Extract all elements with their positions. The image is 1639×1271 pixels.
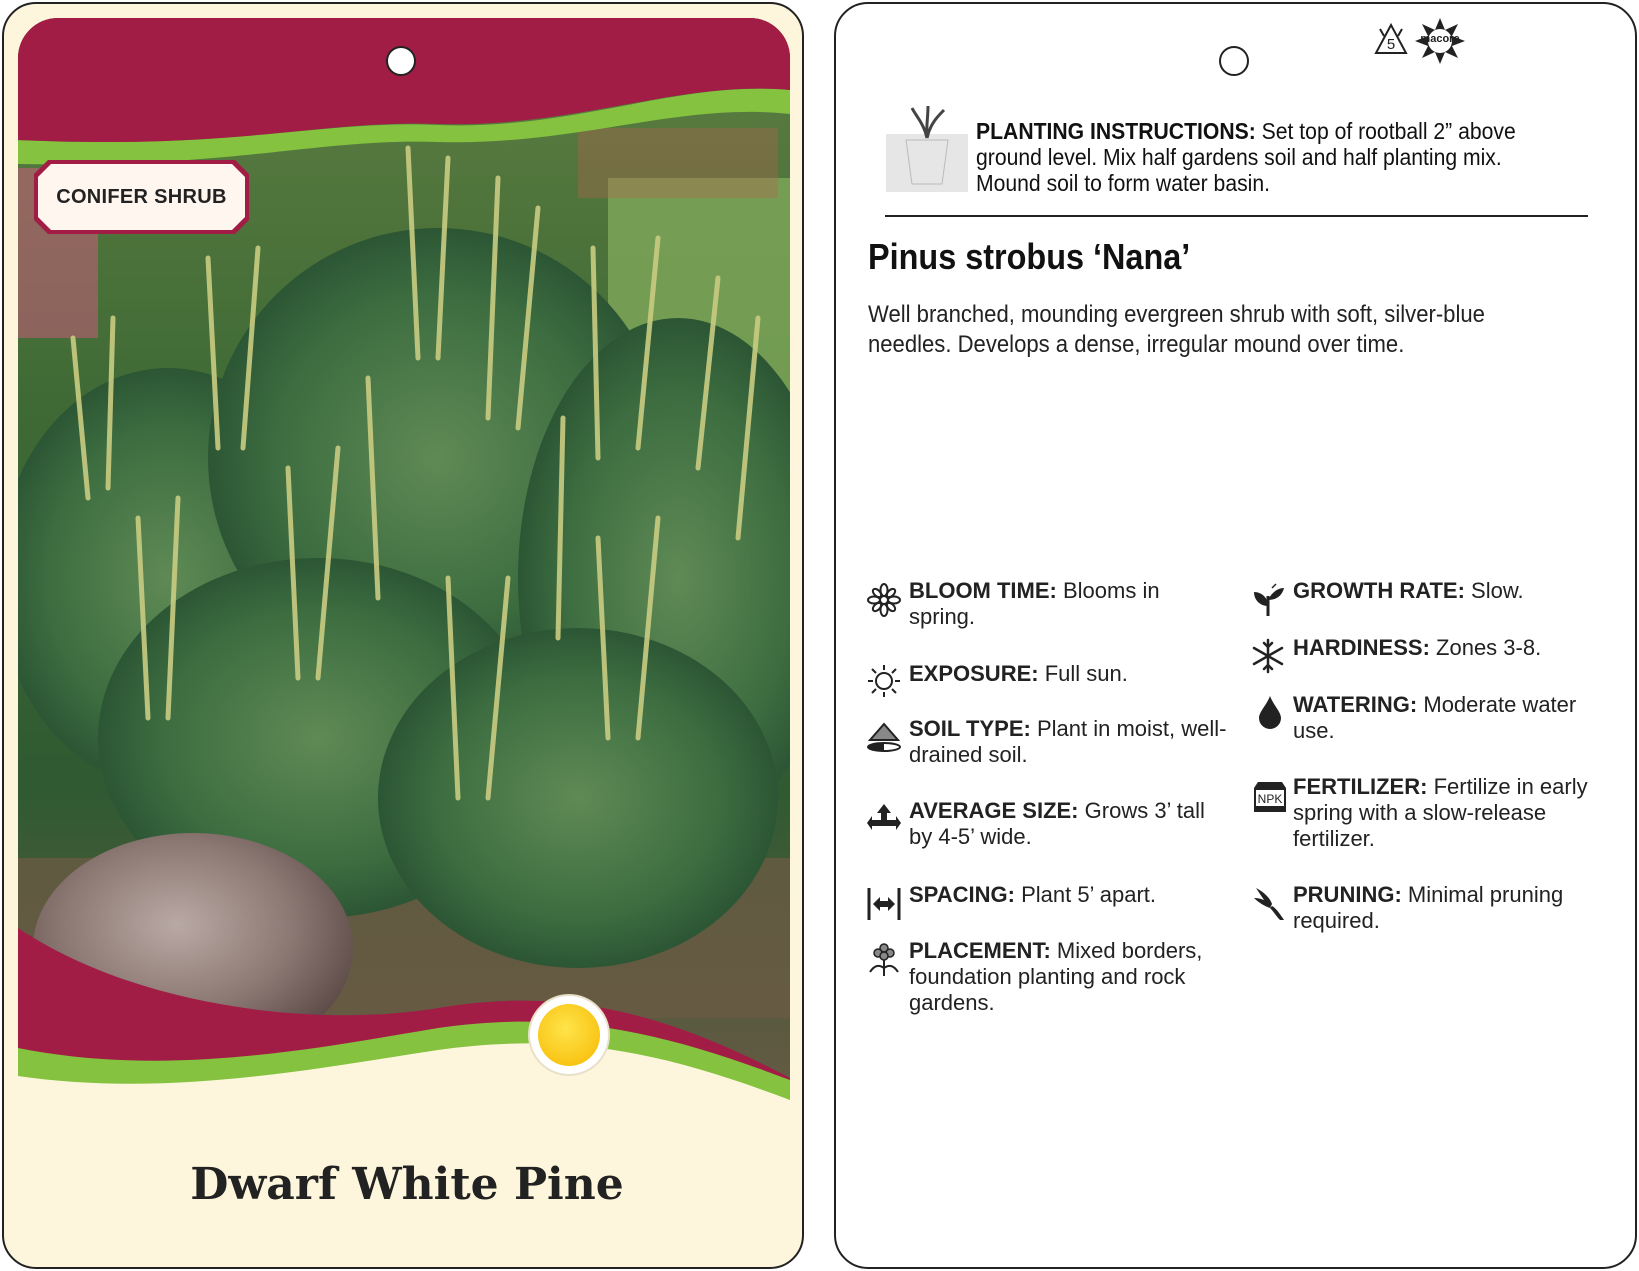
attr-value: Grows 3’ tall by 4-5’ wide. bbox=[909, 798, 1205, 849]
water-drop-icon bbox=[1252, 694, 1288, 730]
plant-description: Well branched, mounding evergreen shrub with soft, silver-blue needles. Develops a dense, irregular mound over time. bbox=[868, 301, 1485, 358]
potted-plant-icon bbox=[886, 104, 968, 192]
snowflake-icon bbox=[1250, 638, 1286, 674]
attr-label: PRUNING: bbox=[1293, 882, 1402, 907]
spacing-arrows-icon bbox=[866, 886, 902, 922]
attr-value: Plant 5’ apart. bbox=[1021, 882, 1156, 907]
planting-instructions-label: PLANTING INSTRUCTIONS: bbox=[976, 118, 1256, 144]
attr-value: Zones 3-8. bbox=[1436, 635, 1542, 660]
attr-label: GROWTH RATE: bbox=[1293, 578, 1465, 603]
flower-icon bbox=[866, 582, 902, 618]
attr-label: FERTILIZER: bbox=[1293, 774, 1428, 799]
sun-icon bbox=[866, 663, 902, 699]
hang-hole-back bbox=[1219, 46, 1249, 76]
attr-hardiness bbox=[1293, 635, 1613, 661]
attr-fertilizer bbox=[1293, 774, 1613, 852]
svg-text:NPK: NPK bbox=[1257, 792, 1283, 806]
size-arrows-icon bbox=[866, 802, 902, 838]
attr-spacing bbox=[909, 882, 1219, 908]
placement-icon bbox=[866, 942, 902, 978]
planting-instructions bbox=[976, 118, 1528, 196]
soil-icon bbox=[866, 718, 902, 754]
svg-text:5: 5 bbox=[1386, 36, 1396, 53]
attr-soil-type bbox=[909, 716, 1229, 768]
attr-exposure bbox=[909, 661, 1219, 687]
front-card bbox=[2, 2, 804, 1269]
pruners-icon bbox=[1252, 886, 1288, 922]
attr-label: PLACEMENT: bbox=[909, 938, 1051, 963]
attr-label: AVERAGE SIZE: bbox=[909, 798, 1079, 823]
category-badge: CONIFER SHRUB bbox=[56, 185, 227, 208]
planting-instructions-text: Set top of rootball 2” above ground level. Mix half gardens soil and half planting mix. Mound soil to form water basin. bbox=[976, 118, 1516, 196]
botanical-name: Pinus strobus ‘Nana’ bbox=[868, 236, 1191, 277]
attr-value: Minimal pruning required. bbox=[1293, 882, 1564, 933]
fertilizer-icon bbox=[1252, 778, 1288, 814]
attr-bloom-time bbox=[909, 578, 1219, 630]
attr-average-size bbox=[909, 798, 1219, 850]
attr-value: Fertilize in early spring with a slow-release fertilizer. bbox=[1293, 774, 1588, 851]
attr-placement bbox=[909, 938, 1229, 1016]
full-sun-icon bbox=[530, 996, 608, 1074]
attr-value: Full sun. bbox=[1044, 661, 1128, 686]
attr-label: HARDINESS: bbox=[1293, 635, 1430, 660]
attr-value: Moderate water use. bbox=[1293, 692, 1577, 743]
attr-value: Plant in moist, well-drained soil. bbox=[909, 716, 1227, 767]
attr-value: Mixed borders, foundation planting and rock gardens. bbox=[909, 938, 1203, 1015]
attr-growth-rate bbox=[1293, 578, 1613, 604]
hang-hole-front bbox=[386, 46, 416, 76]
attr-watering bbox=[1293, 692, 1613, 744]
divider bbox=[885, 215, 1588, 217]
attr-value: Slow. bbox=[1471, 578, 1524, 603]
macore-logo-text: macore bbox=[1420, 33, 1460, 45]
common-name: Dwarf White Pine bbox=[190, 1159, 624, 1210]
attr-pruning bbox=[1293, 882, 1613, 934]
attr-label: BLOOM TIME: bbox=[909, 578, 1057, 603]
attr-label: WATERING: bbox=[1293, 692, 1418, 717]
recycle-icon bbox=[1372, 22, 1410, 60]
sprout-icon bbox=[1250, 582, 1286, 618]
attr-label: SPACING: bbox=[909, 882, 1015, 907]
attr-label: SOIL TYPE: bbox=[909, 716, 1031, 741]
attr-label: EXPOSURE: bbox=[909, 661, 1039, 686]
attr-value: Blooms in spring. bbox=[909, 578, 1160, 629]
